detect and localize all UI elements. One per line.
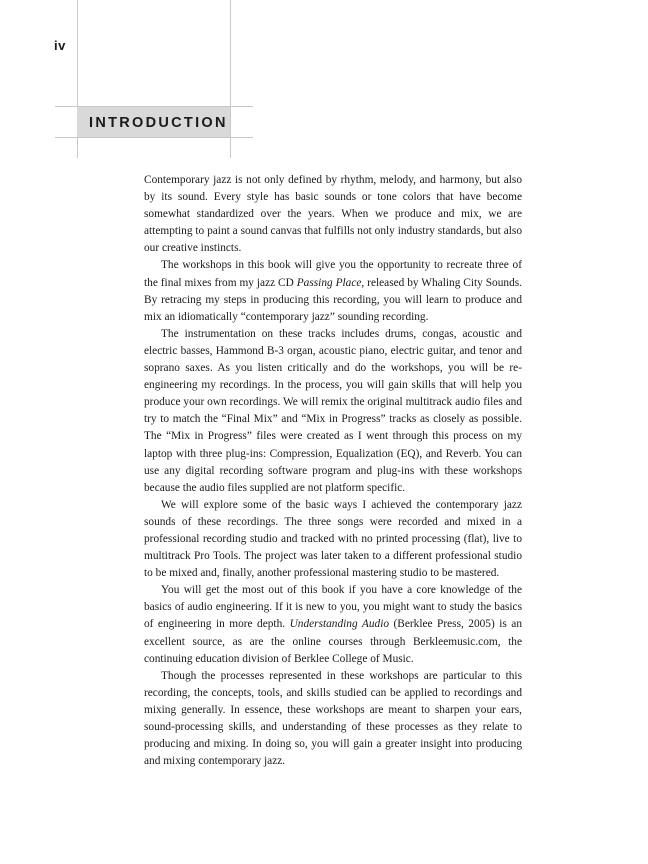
paragraph: [144, 668, 522, 771]
paragraph-text: (Berklee Press, 2005) is an excellent source, as are the online courses through Berkleemusic.com, the continuing education division of Berklee College of Music.: [144, 618, 522, 665]
paragraph: [144, 582, 522, 667]
paragraph-text: Contemporary jazz is not only defined by rhythm, melody, and harmony, but also by its sound. Every style has basic sounds or tone colors that have become somewhat standardized over the years. When we produce and mix, we are attempting to paint a sound canvas that fulfills not only industry standards, but also our creative instincts.: [144, 174, 522, 255]
body-text: [144, 172, 522, 770]
paragraph: [144, 326, 522, 497]
album-title: Passing Place: [296, 276, 362, 289]
book-title: Understanding Audio: [289, 618, 390, 631]
paragraph: [144, 257, 522, 325]
chapter-heading: INTRODUCTION: [89, 115, 228, 131]
page-number: iv: [54, 38, 66, 53]
paragraph-text: , released by Whaling City Sounds. By retracing my steps in producing this recording, you will learn to produce and mix an idiomatically “contemporary jazz” sounding recording.: [144, 276, 522, 323]
paragraph-text: The instrumentation on these tracks includes drums, congas, acoustic and electric basses, Hammond B-3 organ, acoustic piano, electric guitar, and tenor and soprano saxes. As you listen critically and do the workshops, you will be re-engineering my recordings. In the process, you will gain skills that will help you produce your own recordings. We will remix the original multitrack audio files and try to match the “Final Mix” and “Mix in Progress” tracks as closely as possible. The “Mix in Progress” files were created as I went through this process on my laptop with three plug-ins: Compression, Equalization (EQ), and Reverb. You can use any digital recording software program and plug-ins with these workshops because the audio files supplied are not platform specific.: [144, 327, 522, 494]
paragraph-text: We will explore some of the basic ways I achieved the contemporary jazz sounds of these recordings. The three songs were recorded and mixed in a professional recording studio and tracked with no printed processing (flat), live to multitrack Pro Tools. The project was later taken to a different professional studio to be mixed and, finally, another professional mastering studio to be mastered.: [144, 498, 522, 580]
paragraph-text: You will get the most out of this book if you have a core knowledge of the basics of audio engineering. If it is new to you, you might want to study the basics of engineering in more depth.: [144, 584, 522, 631]
paragraph: [144, 172, 522, 257]
margin-rule-right: [230, 0, 231, 158]
heading-rule-bottom: [55, 137, 253, 138]
paragraph-text: The workshops in this book will give you the opportunity to recreate three of the final mixes from my jazz CD: [144, 259, 522, 289]
paragraph: [144, 497, 522, 582]
paragraph-text: Though the processes represented in these workshops are particular to this recording, the concepts, tools, and skills studied can be applied to recordings and mixing generally. In essence, these workshops are meant to sharpen your ears, sound-processing skills, and understanding of these processes as they relate to producing and mixing. In doing so, you will gain a greater insight into producing and mixing contemporary jazz.: [144, 669, 522, 768]
